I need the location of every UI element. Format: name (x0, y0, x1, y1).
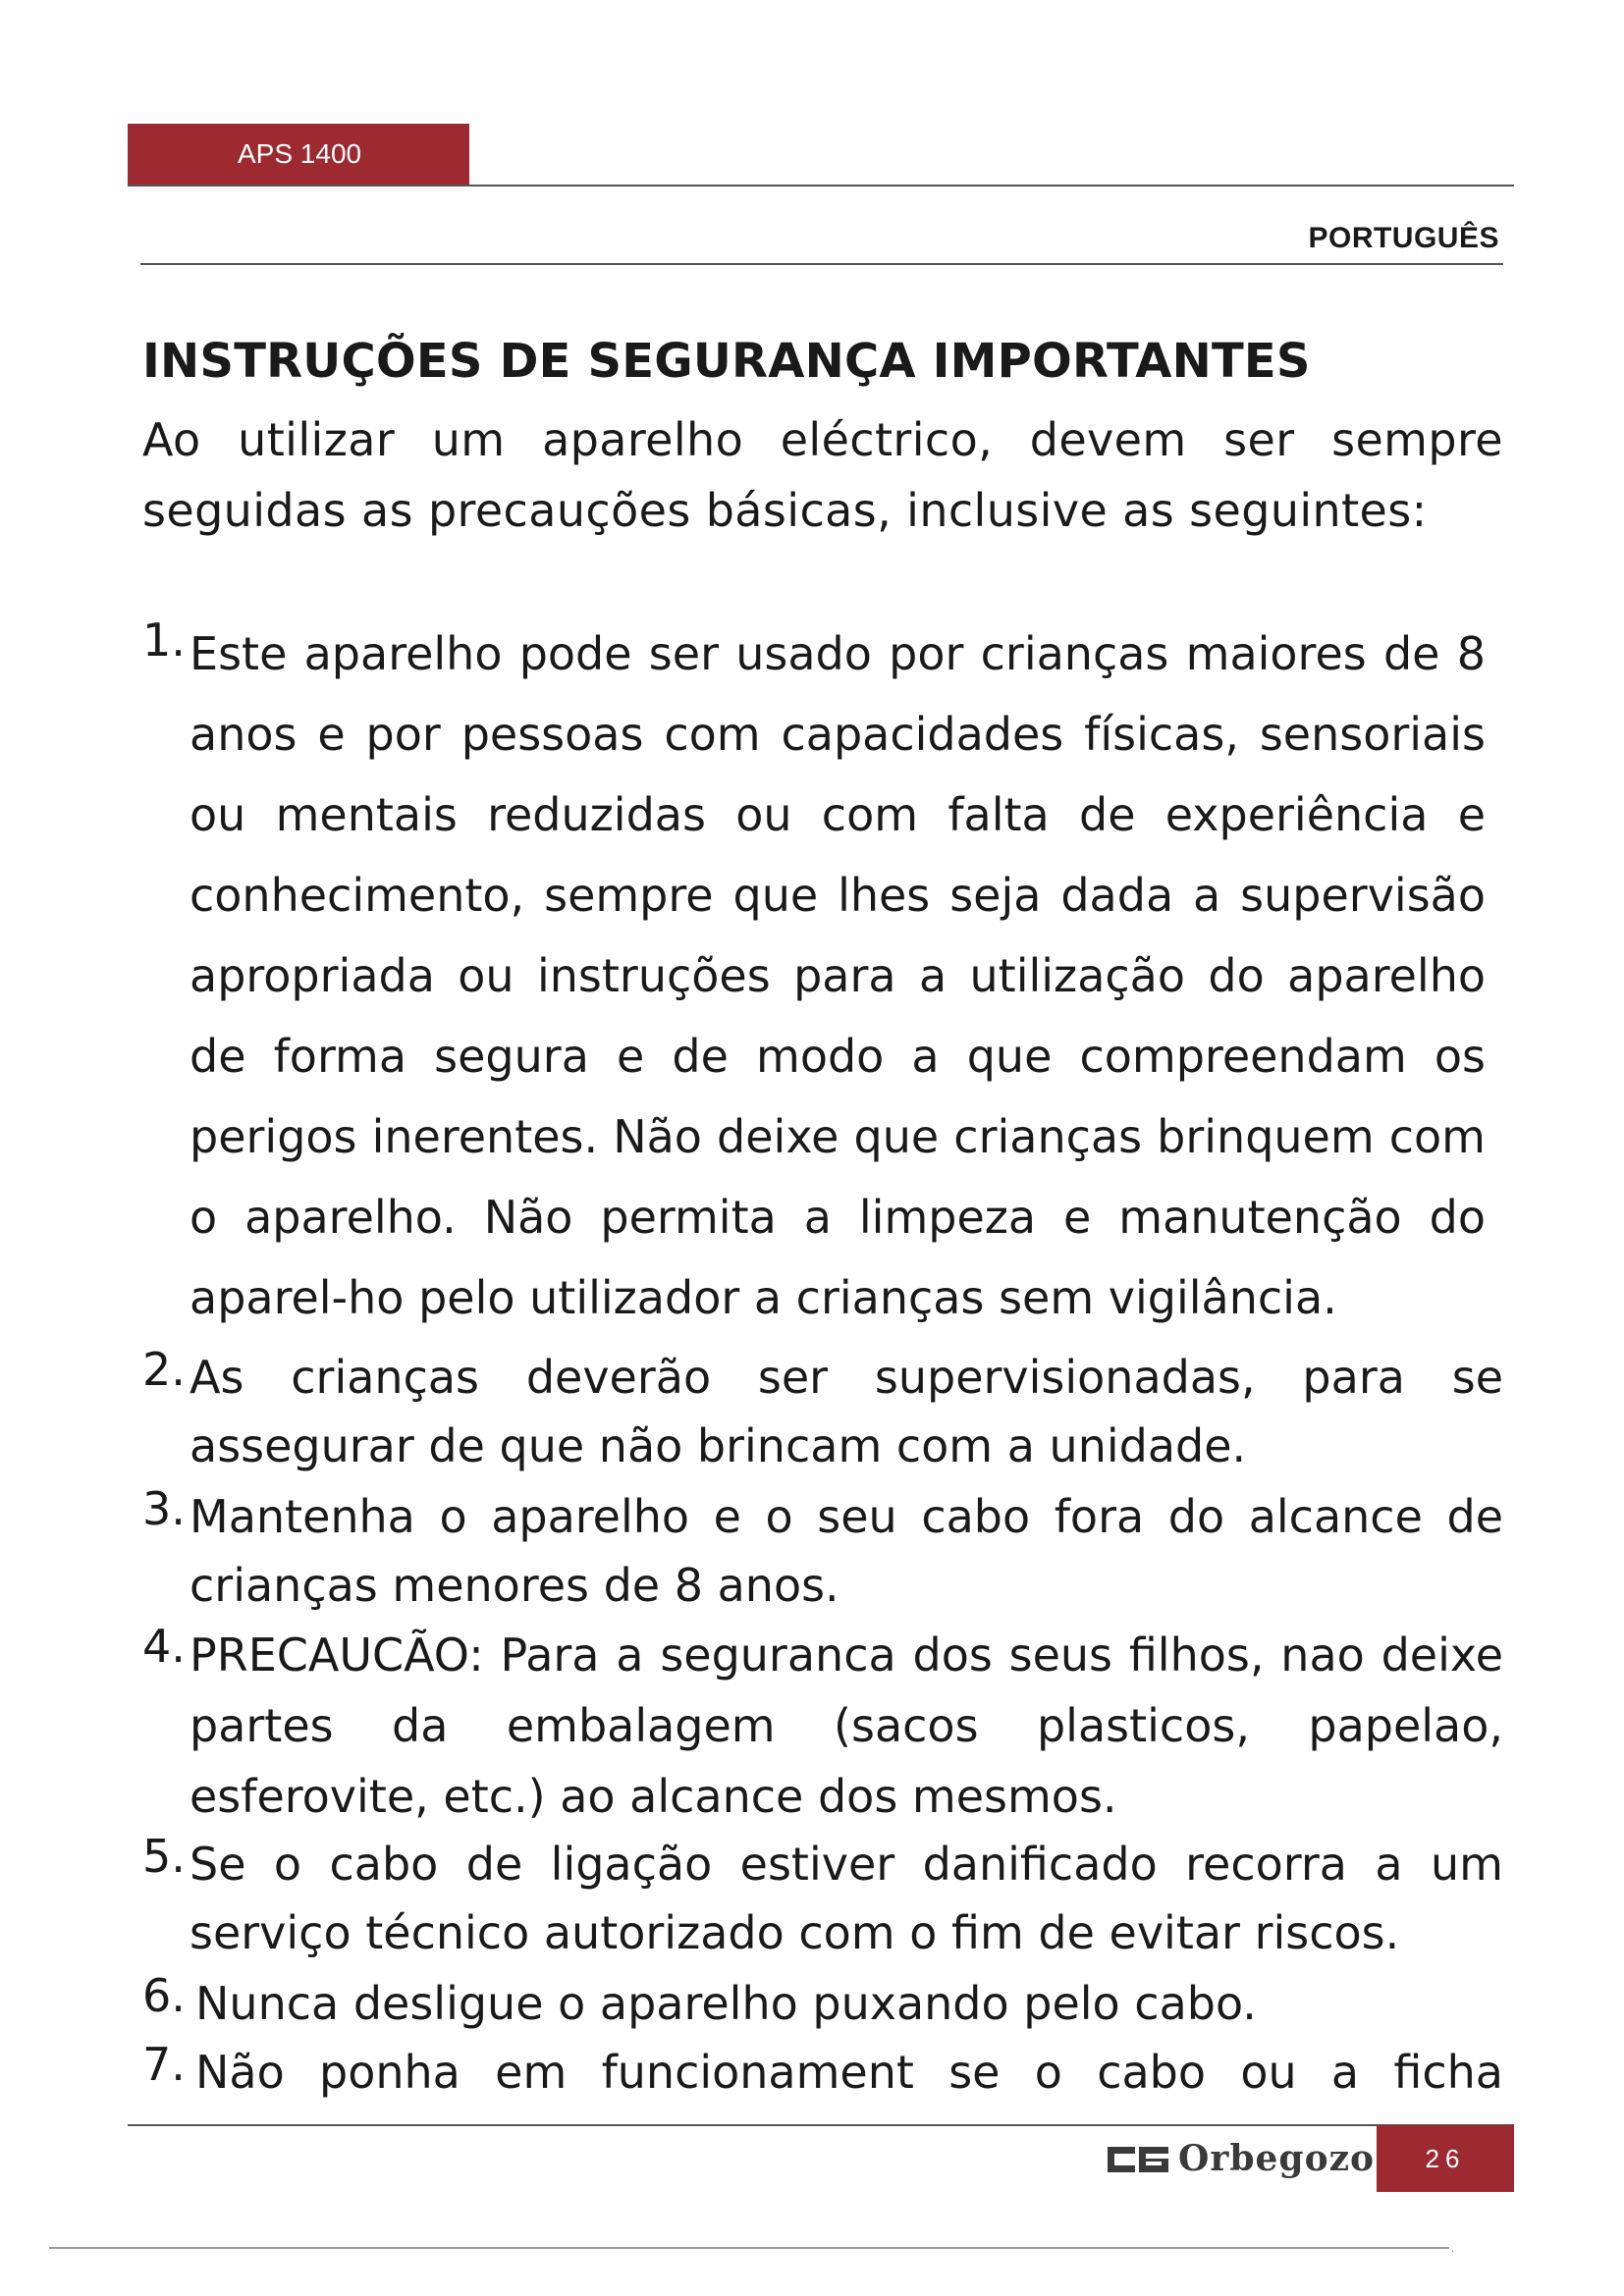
list-item-text: Não ponha em funcionament se o cabo ou a ficha (195, 2046, 1503, 2099)
list-item (142, 1620, 1503, 1832)
page-edge-mark: . (1451, 2244, 1455, 2255)
list-item (142, 1343, 1503, 1480)
list-item-number: 2. (142, 1343, 186, 1396)
brand-logo-text: Orbegozo (1178, 2138, 1376, 2179)
header-divider (128, 185, 1514, 187)
list-item-text: Se o cabo de ligação estiver danificado recorra a um serviço técnico autorizado com o fim de evitar riscos. (189, 1838, 1503, 1959)
list-item-number: 5. (142, 1830, 186, 1883)
language-label: PORTUGUÊS (1308, 222, 1499, 254)
model-label: APS 1400 (238, 138, 362, 169)
language-divider (140, 263, 1503, 265)
page-number: 26 (1377, 2125, 1514, 2192)
model-tab (128, 124, 469, 185)
list-item-text: Este aparelho pode ser usado por crianças maiores de 8 anos e por pessoas com capacidades físicas, sensoriais ou mentais reduzidas ou com falta de experiência e conhecimento, sempre que lhes seja dada a supervisão apropriada ou instruções para a utilização do aparelho de forma segura e de modo a que compreendam os perigos inerentes. Não deixe que crianças brinquem com o aparelho. Não permita a limpeza e manutenção do aparel-ho pelo utilizador a crianças sem vigilância. (189, 627, 1486, 1324)
section-heading: INSTRUÇÕES DE SEGURANÇA IMPORTANTES (142, 334, 1311, 389)
list-item-text: Mantenha o aparelho e o seu cabo fora do alcance de crianças menores de 8 anos. (189, 1490, 1503, 1612)
brand-logo-icon (1108, 2145, 1168, 2174)
intro-paragraph: Ao utilizar um aparelho eléctrico, devem ser sempre seguidas as precauções básicas, inclusive as seguintes: (142, 413, 1503, 537)
list-item (142, 1482, 1503, 1620)
list-item-number: 7. (142, 2038, 186, 2091)
footer-divider (128, 2124, 1514, 2126)
list-item (142, 1969, 1503, 2038)
list-item-text: Nunca desligue o aparelho puxando pelo cabo. (195, 1977, 1257, 2030)
list-item-number: 3. (142, 1482, 186, 1535)
list-item (142, 614, 1517, 1338)
list-item-number: 4. (142, 1620, 186, 1673)
list-item-number: 6. (142, 1969, 186, 2022)
list-item (142, 1830, 1503, 1967)
page-bottom-rule (49, 2247, 1449, 2249)
list-item (142, 2038, 1503, 2107)
list-item-number: 1. (142, 614, 186, 667)
list-item-text: PRECAUCÃO: Para a seguranca dos seus filhos, nao deixe partes da embalagem (sacos plasticos, papelao, esferovite, etc.) ao alcance dos mesmos. (189, 1629, 1503, 1823)
list-item-text: As crianças deverão ser supervisionadas, para se assegurar de que não brincam com a unidade. (189, 1351, 1503, 1472)
